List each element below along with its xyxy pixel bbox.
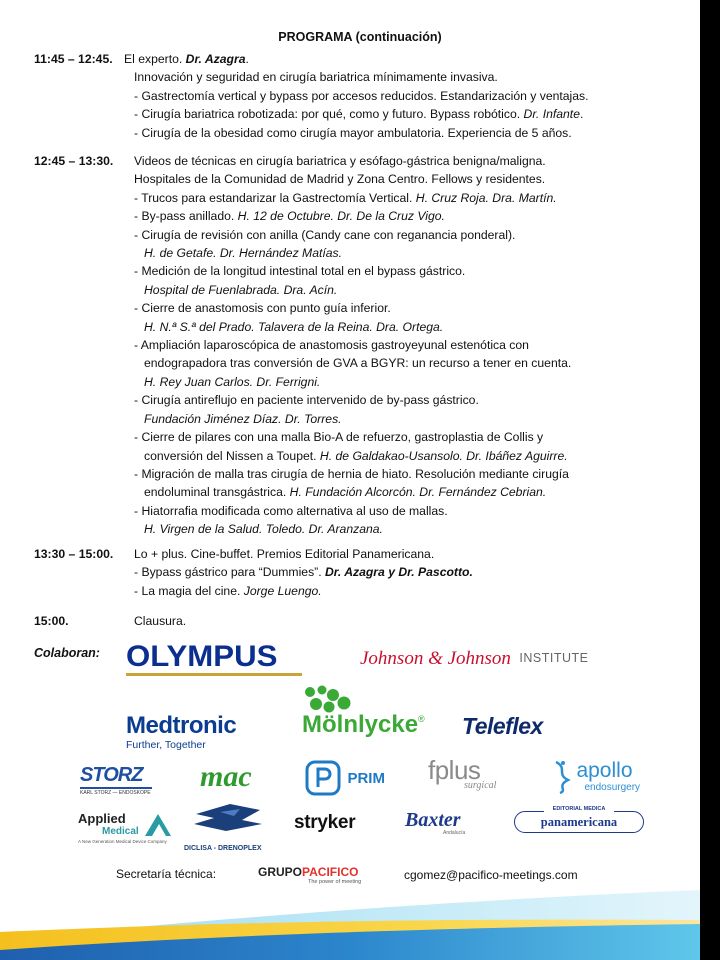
apollo-wordmark: apollo <box>576 759 633 782</box>
jnj-logo <box>360 648 588 670</box>
program-text: . <box>245 52 249 66</box>
program-text: Innovación y seguridad en cirugía bariatrica mínimamente invasiva. <box>134 70 498 85</box>
program-text: . <box>579 107 584 122</box>
secretaria-label: Secretaría técnica: <box>116 867 217 881</box>
program-line <box>124 68 704 86</box>
applied-medical-logo <box>78 812 173 844</box>
prim-logo <box>305 760 385 796</box>
program-text: endoluminal transgástrica. <box>144 485 290 500</box>
applied-subtitle: Medical <box>102 826 139 837</box>
teleflex-wordmark: Teleflex <box>462 713 543 739</box>
storz-wordmark: STORZ <box>80 764 152 789</box>
speaker-text: Dr. Azagra <box>185 52 246 66</box>
medtronic-tagline: Further, Together <box>126 739 206 751</box>
program-text: endograpadora tras conversión de GVA a BGYR: un recurso a tener en cuenta. <box>144 356 572 371</box>
speaker-text: H. de Getafe. Dr. Hernández Matías. <box>144 246 343 261</box>
apollo-subtitle: endosurgery <box>584 782 641 793</box>
storz-subtitle: KARL STORZ — ENDOSKOPE <box>80 790 151 796</box>
session-row <box>34 612 704 630</box>
program-line <box>134 563 704 581</box>
speaker-text: H. N.ª S.ª del Prado. Talavera de la Reina. Dra. Ortega. <box>144 319 444 334</box>
program-text: - Hiatorrafia modificada como alternativa al uso de mallas. <box>134 503 448 518</box>
program-line <box>124 124 704 142</box>
speaker-text: Dr. Azagra y Dr. Pascotto. <box>325 565 473 580</box>
program-line <box>134 354 704 372</box>
program-line <box>134 281 704 299</box>
program-text: Videos de técnicas en cirugía bariatrica y esófago-gástrica benigna/maligna. <box>134 154 546 168</box>
colaboran-label: Colaboran: <box>34 646 100 660</box>
stryker-logo <box>294 812 355 834</box>
program-line <box>134 483 704 501</box>
molnlycke-logo <box>302 711 425 739</box>
speaker-text: H. Rey Juan Carlos. Dr. Ferrigni. <box>144 374 321 389</box>
panamericana-logo <box>514 806 644 833</box>
session-content <box>124 50 704 142</box>
session-row <box>34 50 704 142</box>
session-content <box>134 612 704 630</box>
program-line <box>134 520 704 538</box>
program-line <box>134 189 704 207</box>
pacifico-text: PACIFICO <box>302 865 359 879</box>
mac-logo <box>200 760 252 794</box>
molnlycke-dots-icon <box>300 684 352 714</box>
panamericana-wordmark: panamericana <box>540 815 618 829</box>
program-text: - Migración de malla tras cirugía de hernia de hiato. Resolución mediante cirugía <box>134 466 569 481</box>
session-time: 12:45 – 13:30. <box>34 154 114 168</box>
baxter-logo <box>405 809 465 836</box>
program-line <box>134 207 704 225</box>
program-text: - Cirugía de la obesidad como cirugía mayor ambulatoria. Experiencia de 5 años. <box>134 125 572 140</box>
baxter-subtitle: Andalucía <box>443 830 466 836</box>
fplus-subtitle: surgical <box>464 780 497 791</box>
applied-wordmark: Applied <box>78 811 126 826</box>
speaker-text: H. Cruz Roja. Dra. Martín. <box>415 190 557 205</box>
program-text: - Medición de la longitud intestinal total en el bypass gástrico. <box>134 264 466 279</box>
program-text: Lo + plus. Cine-buffet. Premios Editorial Panamericana. <box>134 547 435 561</box>
program-line <box>134 447 704 465</box>
program-line <box>134 152 704 170</box>
footer-wave-decoration <box>0 880 720 960</box>
prim-p-icon <box>305 760 341 796</box>
program-text: - Cierre de pilares con una malla Bio-A de refuerzo, gastroplastia de Collis y <box>134 430 544 445</box>
fplus-logo <box>428 755 496 791</box>
session-time: 15:00. <box>34 614 69 628</box>
olympus-wordmark: OLYMPUS <box>126 640 278 673</box>
program-text: Clausura. <box>134 614 187 628</box>
applied-tagline: A New Generation Medical Device Company <box>78 839 167 844</box>
prim-wordmark: PRIM <box>347 769 385 787</box>
program-text: - Ampliación laparoscópica de anastomosis gastroyeyunal estenótica con <box>134 338 529 353</box>
program-text: conversión del Nissen a Toupet. <box>144 448 320 463</box>
program-text: - La magia del cine. <box>134 583 244 598</box>
panamericana-top-text: EDITORIAL MEDICA <box>544 806 614 812</box>
molnlycke-wordmark: Mölnlycke <box>302 711 419 738</box>
speaker-text: Dr. Infante <box>523 107 580 122</box>
program-text: Hospitales de la Comunidad de Madrid y Zona Centro. Fellows y residentes. <box>134 172 546 187</box>
olympus-logo <box>126 640 302 676</box>
grupo-pacifico-tagline: The power of meeting <box>308 879 362 885</box>
program-line <box>134 582 704 600</box>
program-text: - By-pass anillado. <box>134 209 238 224</box>
program-line <box>134 373 704 391</box>
speaker-text: H. 12 de Octubre. Dr. De la Cruz Vigo. <box>237 209 445 224</box>
session-time: 13:30 – 15:00. <box>34 547 114 561</box>
program-line <box>134 226 704 244</box>
apollo-helix-icon <box>552 760 572 794</box>
program-text: - Trucos para estandarizar la Gastrectomía Vertical. <box>134 190 416 205</box>
diclisa-logo <box>184 802 268 852</box>
program-line <box>134 410 704 428</box>
speaker-text: Hospital de Fuenlabrada. Dra. Acín. <box>144 282 338 297</box>
teleflex-logo <box>462 713 543 740</box>
stryker-wordmark: stryker <box>294 812 356 833</box>
jnj-institute-text: INSTITUTE <box>519 651 589 665</box>
medtronic-logo <box>126 712 236 751</box>
program-line <box>124 105 704 123</box>
program-line <box>134 391 704 409</box>
contact-email[interactable]: cgomez@pacifico-meetings.com <box>404 868 578 882</box>
diclisa-wordmark: DICLISA - DRENOPLEX <box>184 845 262 852</box>
program-line <box>134 612 704 630</box>
program-line <box>134 244 704 262</box>
jnj-wordmark: Johnson & Johnson <box>360 648 511 669</box>
diclisa-shape-icon <box>190 802 268 832</box>
program-line <box>124 50 704 68</box>
program-text: - Gastrectomía vertical y bypass por accesos reducidos. Estandarización y ventajas. <box>134 88 589 103</box>
speaker-text: H. Fundación Alcorcón. Dr. Fernández Cebrian. <box>289 485 547 500</box>
mac-wordmark: mac <box>200 760 252 793</box>
baxter-wordmark: Baxter <box>405 809 461 831</box>
program-line <box>134 170 704 188</box>
speaker-text: H. Virgen de la Salud. Toledo. Dr. Aranzana. <box>144 522 383 537</box>
program-line <box>134 428 704 446</box>
session-row <box>34 152 704 539</box>
speaker-text: Jorge Luengo. <box>243 583 322 598</box>
program-text: - Bypass gástrico para “Dummies”. <box>134 565 325 580</box>
session-1330 <box>34 545 704 600</box>
program-line <box>134 502 704 520</box>
session-time: 11:45 – 12:45. <box>34 52 113 66</box>
apollo-logo <box>552 760 640 794</box>
registered-mark-icon: ® <box>418 714 425 724</box>
program-text: El experto. <box>124 52 186 66</box>
storz-logo <box>80 764 152 796</box>
program-text: - Cirugía antireflujo en paciente intervenido de by-pass gástrico. <box>134 393 479 408</box>
session-1145 <box>34 50 704 142</box>
session-1500 <box>34 612 704 630</box>
program-line <box>134 299 704 317</box>
panamericana-oval <box>514 806 644 833</box>
speaker-text: H. de Galdakao-Usansolo. Dr. Ibáñez Aguirre. <box>319 448 568 463</box>
program-line <box>134 262 704 280</box>
session-1245 <box>34 152 704 539</box>
program-line <box>124 87 704 105</box>
program-line <box>134 318 704 336</box>
page-title: PROGRAMA (continuación) <box>278 30 442 44</box>
medtronic-wordmark: Medtronic <box>126 712 237 739</box>
program-line <box>134 545 704 563</box>
program-text: - Cirugía de revisión con anilla (Candy cane con reganancia ponderal). <box>134 227 516 242</box>
speaker-text: Fundación Jiménez Díaz. Dr. Torres. <box>144 411 342 426</box>
program-line <box>134 336 704 354</box>
program-text: - Cirugía bariatrica robotizada: por qué, como y futuro. Bypass robótico. <box>134 107 524 122</box>
right-edge-bar <box>700 0 720 960</box>
session-content <box>134 545 704 600</box>
applied-peak-icon <box>143 812 173 838</box>
program-text: - Cierre de anastomosis con punto guía inferior. <box>134 301 391 316</box>
session-content <box>134 152 704 539</box>
fplus-wordmark: fplus <box>428 755 481 785</box>
grupo-text: GRUPO <box>258 865 303 879</box>
session-row <box>34 545 704 600</box>
program-line <box>134 465 704 483</box>
